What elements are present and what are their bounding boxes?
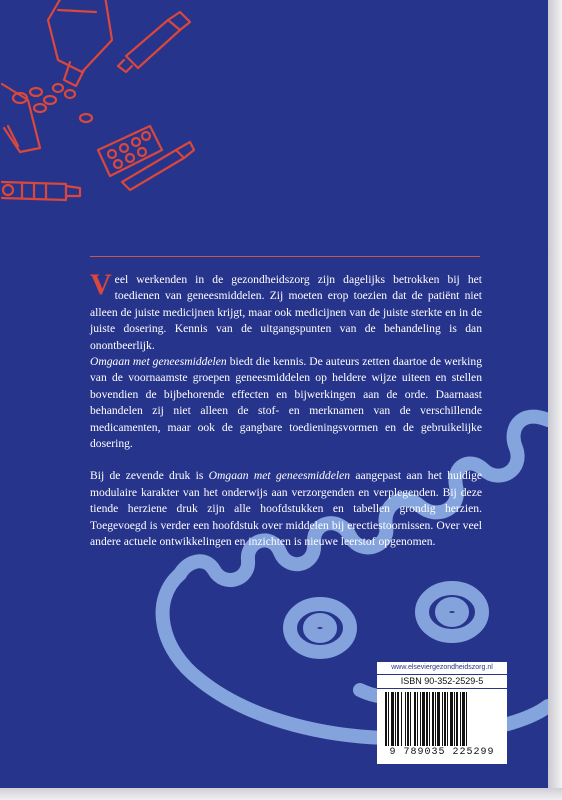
barcode-bar (447, 692, 448, 746)
barcode-bar (420, 692, 421, 746)
barcode-bar (435, 692, 436, 746)
barcode-bar (466, 692, 467, 746)
barcode-bar (462, 692, 465, 746)
p1-text-a: eel werkenden in de gezondheidszorg zijn dagelijks betrokken bij het toedienen van geneesmiddelen. Zij moeten erop toezien dat de patiënt niet alleen de juiste medicijnen krijgt, maar ook medicijnen van de juiste sterkte en in de juiste dosering. Kennis van de uitgangspunten van de behandeling is dan onontbeerlijk. (90, 273, 482, 352)
barcode-bar (395, 692, 396, 746)
barcode-bar (397, 692, 399, 746)
barcode-bar (442, 692, 443, 746)
barcode-bar (414, 692, 416, 746)
isbn-number: ISBN 90-352-2529-5 (377, 675, 507, 689)
page-edge-right (548, 0, 562, 800)
barcode-bar (450, 692, 453, 746)
barcode-label (377, 662, 507, 764)
barcode-bar (444, 692, 446, 746)
barcode-bar (410, 692, 411, 746)
barcode-bar (405, 692, 406, 746)
p2-text-a: Bij de zevende druk is (90, 469, 204, 483)
blurb (90, 268, 483, 567)
blurb-paragraph-1 (90, 268, 482, 452)
barcode-bar (401, 692, 402, 746)
page-edge-bottom (0, 788, 562, 800)
barcode-bar (417, 692, 418, 746)
barcode-bar (429, 692, 430, 746)
barcode-bar (385, 692, 387, 746)
barcode-bar (432, 692, 434, 746)
barcode-bar (422, 692, 425, 746)
barcode-bar (391, 692, 394, 746)
p2-text-b: aangepast aan het huidige modulaire karakter van het onderwijs aan verzorgenden en verplegenden. Bij deze tiende herziene druk zijn alle hoofdstukken en tabellen grondig herzien. Toegevoegd is verder een hoofdstuk over middelen bij erectiestoornissen. Over veel andere actuele ontwikkelingen en inzichten is nieuwe leerstof opgenomen. (90, 469, 483, 549)
book-title-italic: Omgaan met geneesmiddelen (90, 355, 227, 369)
divider-line (90, 256, 480, 257)
p1-text-b: biedt die kennis. De auteurs zetten daartoe de werking van de voornaamste groepen geneesmiddelen op heldere wijze uiteen en stellen bovendien de bijbehorende effecten en bijwerkingen aan de orde. Daarnaast behandelen zij niet alleen de stof- en merknamen van de verschillende medicamenten, maar ook de gangbare toedieningsvormen en de gebruikelijke dosering. (90, 355, 482, 451)
barcode-bar (426, 692, 428, 746)
ean-number: 9 789035 225299 (389, 747, 495, 758)
blurb-paragraph-2 (90, 468, 482, 550)
publisher-url: www.elseviergezondheidszorg.nl (377, 662, 507, 675)
book-title-italic: Omgaan met geneesmiddelen (208, 469, 351, 483)
barcode-bar (460, 692, 461, 746)
barcode-bar (454, 692, 455, 746)
barcode-bars (385, 692, 499, 746)
barcode-bar (407, 692, 409, 746)
barcode-bar (437, 692, 440, 746)
drop-cap: V (90, 268, 112, 301)
barcode-bar (456, 692, 458, 746)
barcode-bar (388, 692, 389, 746)
